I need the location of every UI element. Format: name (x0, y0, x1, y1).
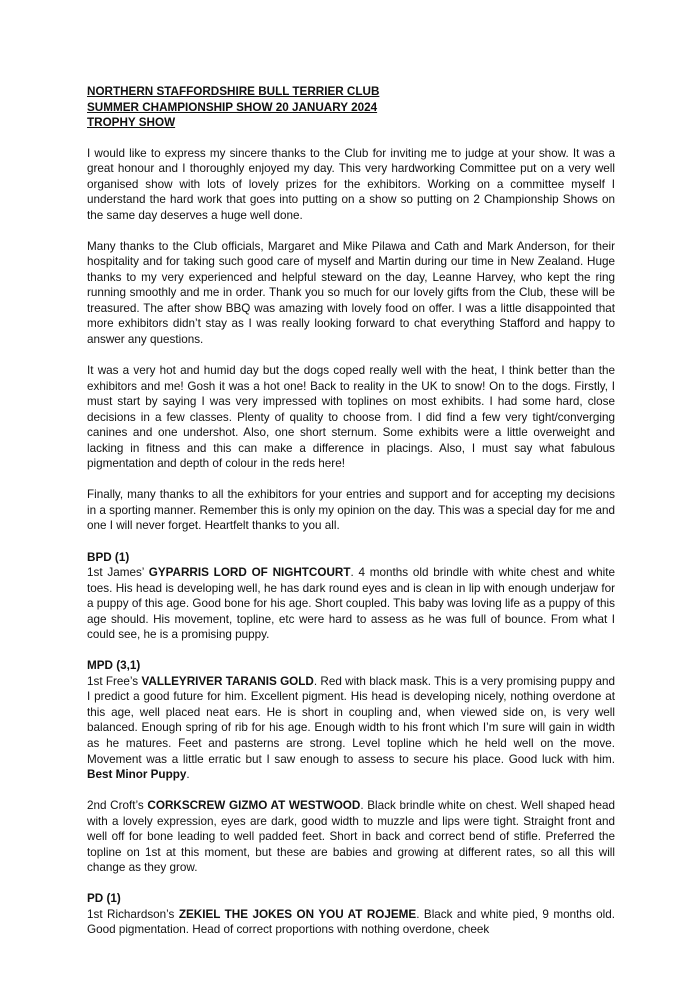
critique: . Black brindle white on chest. Well shaped head with a lovely expression, eyes are dark, good width to muzzle and lips were tight. Straight front and well off for bone leading to well padded feet. Short in back and correct bend of stifle. Preferred the topline on 1st at this moment, but these are babies and growing at different rates, so all this will change as they grow. (87, 799, 615, 875)
class-entry (87, 674, 615, 783)
dog-name: ZEKIEL THE JOKES ON YOU AT ROJEME (178, 907, 417, 921)
dog-name: CORKSCREW GIZMO AT WESTWOOD (147, 799, 361, 813)
critique-end: . (186, 768, 190, 782)
class-entry (87, 798, 615, 876)
show-title: SUMMER CHAMPIONSHIP SHOW 20 JANUARY 2024 (87, 100, 378, 114)
show-subtitle: TROPHY SHOW (87, 116, 176, 129)
critique: . 4 months old brindle with white chest and white toes. His head is developing well, he has dark round eyes and is clean in lip with enough underjaw for a puppy of this age. Good bone for his age. Short coupled. This baby was loving life as a puppy of this age should. His movement, topline, etc were hard to assess as he was full of bounce. From what I could see, he is a promising puppy. (87, 566, 615, 642)
critique: . Black and white pied, 9 months old. Good pigmentation. Head of correct proportions with nothing overdone, cheek (87, 907, 616, 937)
club-name: NORTHERN STAFFORDSHIRE BULL TERRIER CLUB (87, 85, 380, 98)
placing: 1st Free’s (87, 674, 142, 688)
intro-paragraph: I would like to express my sincere thanks to the Club for inviting me to judge at your show. It was a great honour and I thoroughly enjoyed my day. This very hardworking Committee put on a very well organised show with lots of lovely prizes for the exhibitors. Working on a committee myself I understand the hard work that goes into putting on a show so putting on 2 Championship Shows on the same day deserves a huge well done. (87, 146, 615, 222)
placing: 1st Richardson’s (87, 907, 179, 921)
class-heading-pd: PD (1) (87, 892, 121, 906)
intro-paragraph: Finally, many thanks to all the exhibitors for your entries and support and for accepting my decisions in a sporting manner. Remember this is only my opinion on the day. This was a special day for me and one I will never forget. Heartfelt thanks to you all. (87, 488, 615, 533)
class-entry (87, 907, 615, 938)
critique: . Red with black mask. This is a very promising puppy and I predict a good future for him. Excellent pigment. His head is developing nicely, nothing overdone at this age, well placed neat ears. He is short in coupling and, when viewed side on, is very well balanced. Enough spring of rib for his age. Enough width to his front which I’m sure will gain in width as he matures. Feet and pasterns are strong. Level topline which he held well on the move. Movement was a little erratic but I saw enough to assess to secure his place. Good luck with him. (87, 674, 615, 766)
dog-name: VALLEYRIVER TARANIS GOLD (141, 674, 314, 688)
intro-paragraph: It was a very hot and humid day but the dogs coped really well with the heat, I think better than the exhibitors and me! Gosh it was a hot one! Back to reality in the UK to snow! On to the dogs. Firstly, I must start by saying I was very impressed with toplines on most exhibits. I had some hard, close decisions in a few classes. Plenty of quality to choose from. I did find a few very tight/converging canines and one undershot. Also, one short sternum. Some exhibits were a little overweight and lacking in fitness and this can make a difference in placings. Also, I must say what fabulous pigmentation and depth of colour in the reds here! (87, 364, 615, 471)
class-entry (87, 565, 615, 643)
award: Best Minor Puppy (87, 768, 187, 782)
class-heading-mpd: MPD (3,1) (87, 659, 141, 673)
document-header (87, 84, 615, 131)
class-heading-bpd: BPD (1) (87, 550, 130, 564)
dog-name: GYPARRIS LORD OF NIGHTCOURT (148, 566, 351, 580)
placing: 1st James’ (87, 566, 149, 580)
intro-paragraph: Many thanks to the Club officials, Margaret and Mike Pilawa and Cath and Mark Anderson, for their hospitality and for taking such good care of myself and Martin during our time in New Zealand. Huge thanks to my very experienced and helpful steward on the day, Leanne Harvey, who kept the ring running smoothly and me in order. Thank you so much for our lovely gifts from the Club, these will be treasured. The after show BBQ was amazing with lovely food on offer. I was a little disappointed that more exhibitors didn’t stay as I was really looking forward to chat everything Stafford and happy to answer any questions. (87, 239, 615, 347)
placing: 2nd Croft’s (87, 799, 148, 813)
